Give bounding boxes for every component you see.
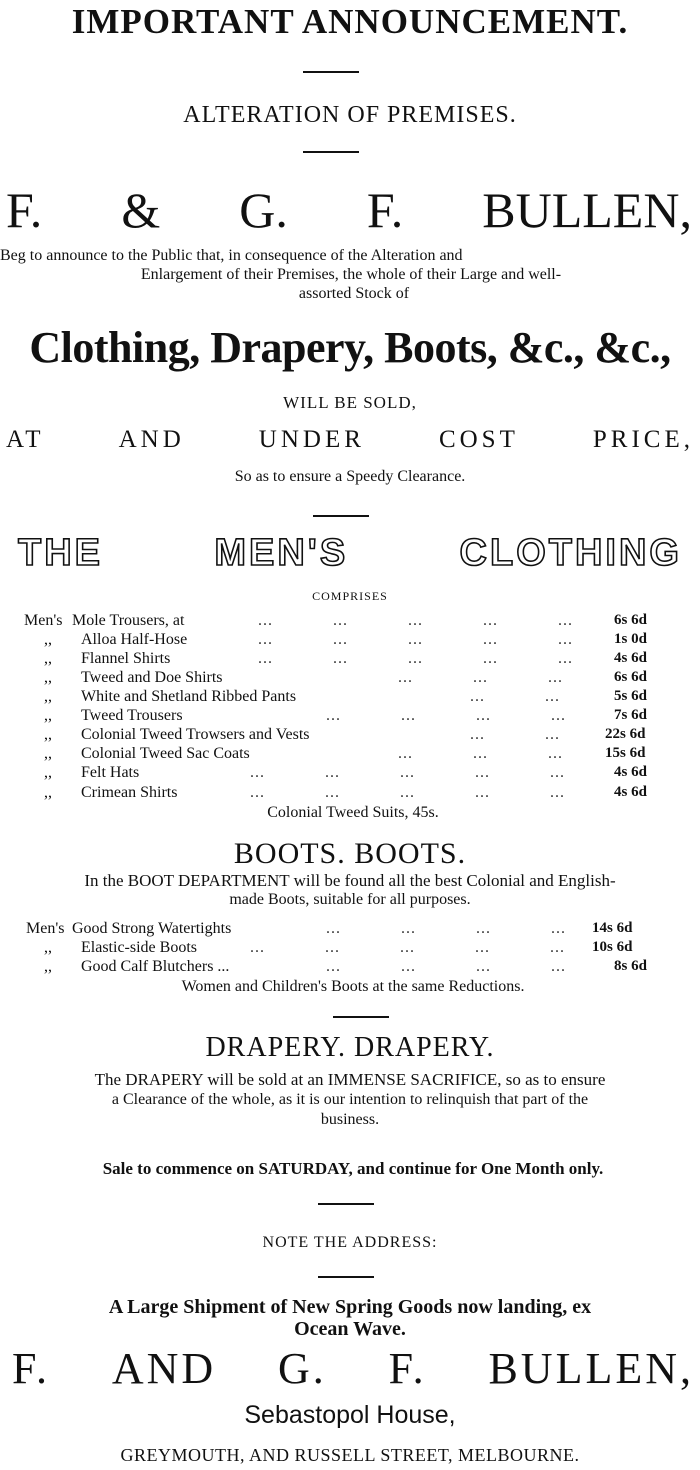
leader-dots: ... ... ... bbox=[398, 745, 563, 762]
firm-word: F. bbox=[6, 182, 43, 238]
drapery-heading: DRAPERY. DRAPERY. bbox=[205, 1032, 495, 1063]
street-address: GREYMOUTH, AND RUSSELL STREET, MELBOURNE. bbox=[120, 1445, 580, 1465]
item-description: Alloa Half-Hose bbox=[81, 631, 188, 648]
price-row bbox=[0, 958, 700, 977]
item-description: Colonial Tweed Trowsers and Vests bbox=[81, 726, 310, 743]
drapery-line: a Clearance of the whole, as it is our intention to relinquish that part of the bbox=[111, 1091, 589, 1108]
item-price: 4s 6d bbox=[614, 650, 647, 666]
boots-intro bbox=[0, 871, 700, 909]
cost-word: PRICE, bbox=[592, 426, 694, 453]
price-row bbox=[0, 726, 700, 745]
divider-rule bbox=[303, 71, 359, 73]
drapery-line: business. bbox=[320, 1111, 380, 1128]
intro-line: Beg to announce to the Public that, in consequence of the Alteration and bbox=[0, 247, 463, 264]
mens-price-list bbox=[0, 612, 700, 804]
sebastopol-house: Sebastopol House, bbox=[244, 1401, 456, 1429]
firm-word: G. bbox=[239, 182, 288, 238]
cost-word: AND bbox=[118, 426, 185, 453]
ditto-mark: ,, bbox=[44, 764, 52, 781]
firm-word: F. bbox=[366, 182, 404, 238]
firm-word: BULLEN, bbox=[482, 182, 692, 238]
ditto-mark: ,, bbox=[44, 745, 52, 762]
leader-dots: ... ... ... ... bbox=[326, 707, 566, 724]
item-price: 4s 6d bbox=[614, 764, 647, 780]
item-description: Tweed Trousers bbox=[81, 707, 183, 724]
alteration-subtitle: ALTERATION OF PREMISES. bbox=[183, 102, 517, 128]
leader-dots: ... ... ... ... ... bbox=[250, 784, 565, 801]
item-price: 22s 6d bbox=[605, 726, 646, 742]
item-price: 1s 0d bbox=[614, 631, 647, 647]
footer-firm-word: F. bbox=[388, 1344, 427, 1393]
boots-reductions-note: Women and Children's Boots at the same Reductions. bbox=[181, 978, 525, 995]
price-row bbox=[0, 669, 700, 688]
boots-heading: BOOTS. BOOTS. bbox=[233, 837, 467, 870]
leader-dots: ... ... ... ... bbox=[326, 920, 566, 937]
ditto-mark: ,, bbox=[44, 726, 52, 743]
will-be-sold: WILL BE SOLD, bbox=[283, 393, 417, 412]
tweed-suits-line: Colonial Tweed Suits, 45s. bbox=[267, 804, 439, 821]
ditto-mark: Men's bbox=[26, 920, 65, 937]
item-description: Elastic-side Boots bbox=[81, 939, 197, 956]
price-row bbox=[0, 612, 700, 631]
ditto-mark: ,, bbox=[44, 631, 52, 648]
footer-firm-word: AND bbox=[111, 1344, 217, 1393]
shipment-line: A Large Shipment of New Spring Goods now landing, ex bbox=[108, 1296, 592, 1318]
mens-heading-word: MEN'S bbox=[214, 532, 349, 574]
divider-rule bbox=[333, 1016, 389, 1018]
item-price: 14s 6d bbox=[592, 920, 633, 936]
price-row bbox=[0, 631, 700, 650]
price-row bbox=[0, 939, 700, 958]
stock-heading: Clothing, Drapery, Boots, &c., &c., bbox=[29, 323, 671, 372]
footer-firm-name bbox=[12, 1344, 694, 1394]
footer-firm-word: F. bbox=[12, 1344, 50, 1393]
cost-word: AT bbox=[6, 426, 45, 453]
speedy-clearance: So as to ensure a Speedy Clearance. bbox=[234, 468, 466, 485]
item-description: Felt Hats bbox=[81, 764, 140, 781]
item-price: 10s 6d bbox=[592, 939, 633, 955]
ditto-mark: ,, bbox=[44, 669, 52, 686]
leader-dots: ... ... ... ... ... bbox=[258, 631, 573, 648]
item-description: Good Calf Blutchers ... bbox=[81, 958, 230, 975]
announcement-title: IMPORTANT ANNOUNCEMENT. bbox=[71, 2, 629, 41]
ditto-mark: ,, bbox=[44, 688, 52, 705]
ditto-mark: ,, bbox=[44, 707, 52, 724]
price-row bbox=[0, 745, 700, 764]
cost-price-line bbox=[6, 424, 694, 456]
cost-word: UNDER bbox=[258, 426, 365, 453]
leader-dots: ... ... bbox=[470, 726, 560, 743]
price-row bbox=[0, 920, 700, 939]
price-row bbox=[0, 650, 700, 669]
item-description: Mole Trousers, at bbox=[72, 612, 185, 629]
price-row bbox=[0, 707, 700, 726]
intro-line: Enlargement of their Premises, the whole of their Large and well- bbox=[140, 266, 562, 283]
item-description: Tweed and Doe Shirts bbox=[81, 669, 223, 686]
drapery-paragraph bbox=[0, 1070, 700, 1130]
intro-paragraph bbox=[0, 246, 700, 303]
item-price: 7s 6d bbox=[614, 707, 647, 723]
firm-name bbox=[6, 182, 692, 238]
item-description: Good Strong Watertights bbox=[72, 920, 232, 937]
boots-intro-line: made Boots, suitable for all purposes. bbox=[229, 891, 471, 908]
drapery-line: The DRAPERY will be sold at an IMMENSE SACRIFICE, so as to ensure bbox=[94, 1070, 606, 1089]
footer-firm-word: G. bbox=[278, 1344, 327, 1393]
price-row bbox=[0, 764, 700, 783]
item-description: White and Shetland Ribbed Pants bbox=[81, 688, 297, 705]
boots-intro-line: In the BOOT DEPARTMENT will be found all the best Colonial and English- bbox=[84, 871, 616, 890]
item-price: 8s 6d bbox=[614, 958, 647, 974]
leader-dots: ... ... ... ... ... bbox=[250, 764, 565, 781]
ditto-mark: ,, bbox=[44, 958, 52, 975]
item-description: Flannel Shirts bbox=[81, 650, 171, 667]
comprises-label: COMPRISES bbox=[312, 589, 388, 603]
shipment-line: Ocean Wave. bbox=[294, 1318, 406, 1340]
intro-line: assorted Stock of bbox=[298, 285, 410, 302]
note-address: NOTE THE ADDRESS: bbox=[262, 1234, 438, 1251]
divider-rule bbox=[318, 1203, 374, 1205]
item-price: 6s 6d bbox=[614, 669, 647, 685]
footer-firm-word: BULLEN, bbox=[488, 1344, 694, 1393]
item-price: 4s 6d bbox=[614, 784, 647, 800]
mens-clothing-heading bbox=[18, 530, 682, 576]
divider-rule bbox=[313, 515, 369, 517]
item-description: Crimean Shirts bbox=[81, 784, 178, 801]
item-description: Colonial Tweed Sac Coats bbox=[81, 745, 250, 762]
price-row bbox=[0, 784, 700, 803]
leader-dots: ... ... bbox=[470, 688, 560, 705]
leader-dots: ... ... ... ... ... bbox=[250, 939, 565, 956]
ditto-mark: ,, bbox=[44, 784, 52, 801]
leader-dots: ... ... ... bbox=[398, 669, 563, 686]
leader-dots: ... ... ... ... bbox=[326, 958, 566, 975]
mens-heading-word: CLOTHING bbox=[459, 532, 682, 574]
divider-rule bbox=[303, 151, 359, 153]
ditto-mark: ,, bbox=[44, 650, 52, 667]
boots-price-list bbox=[0, 920, 700, 978]
leader-dots: ... ... ... ... ... bbox=[258, 612, 573, 629]
cost-word: COST bbox=[438, 426, 519, 453]
price-row bbox=[0, 688, 700, 707]
ditto-mark: Men's bbox=[24, 612, 63, 629]
leader-dots: ... ... ... ... ... bbox=[258, 650, 573, 667]
item-price: 15s 6d bbox=[605, 745, 646, 761]
item-price: 6s 6d bbox=[614, 612, 647, 628]
firm-word: & bbox=[121, 182, 161, 238]
divider-rule bbox=[318, 1276, 374, 1278]
item-price: 5s 6d bbox=[614, 688, 647, 704]
ditto-mark: ,, bbox=[44, 939, 52, 956]
mens-heading-word: THE bbox=[18, 532, 103, 574]
sale-notice: Sale to commence on SATURDAY, and continue for One Month only. bbox=[102, 1159, 604, 1178]
